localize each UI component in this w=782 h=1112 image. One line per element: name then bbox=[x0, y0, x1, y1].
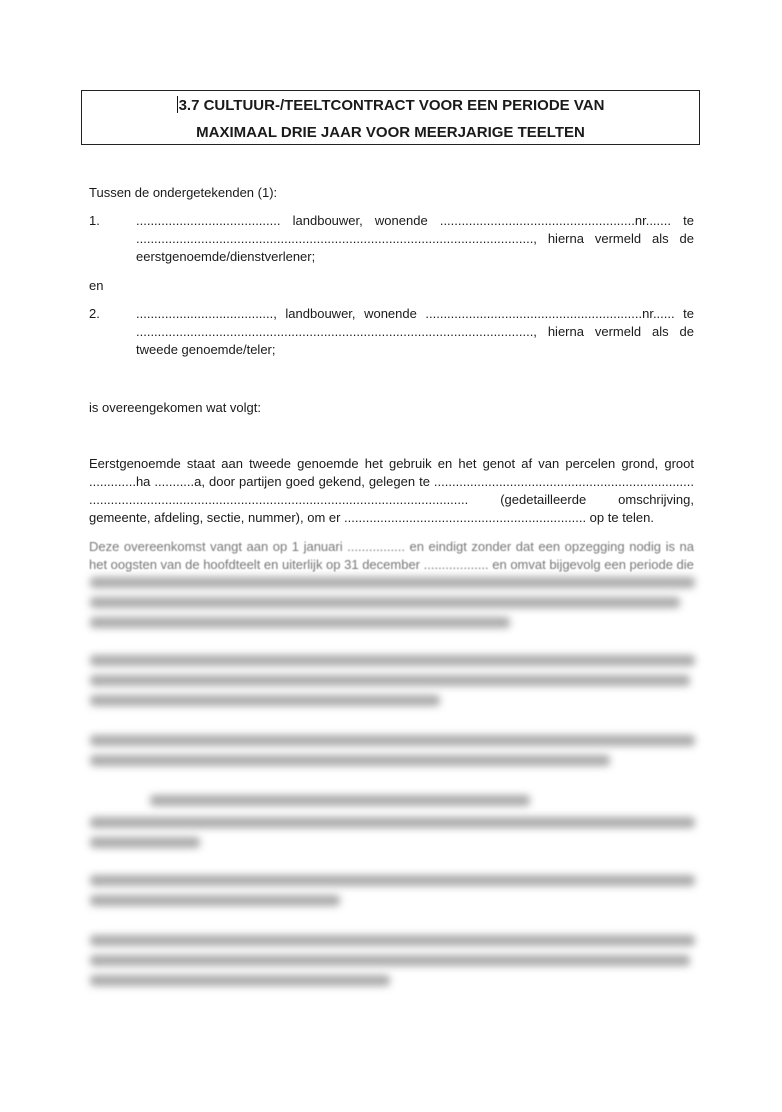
party-2-number: 2. bbox=[89, 306, 100, 321]
title-box bbox=[81, 90, 700, 145]
title-line-1 bbox=[82, 92, 699, 119]
blurred-content bbox=[60, 555, 720, 1015]
party-1-text: ........................................ landbouwer, wonende ......................................................nr....... te .............................................................................................................., hierna vermeld als de eerstgenoemde/dienstverlener; bbox=[136, 213, 694, 264]
blurred-line bbox=[90, 675, 690, 686]
intro-paragraph: Tussen de ondergetekenden (1): bbox=[89, 185, 278, 200]
blurred-line bbox=[90, 695, 440, 706]
article-1-paragraph: Eerstgenoemde staat aan tweede genoemde het gebruik en het genot af van percelen grond, groot .............ha ...........a, door partijen goed gekend, gelegen te ........................................................................ ......................................................................................................... (gedetailleerde omschrijving, gemeente, afdeling, sectie, nummer), om er ................................................................... op te telen. bbox=[89, 456, 694, 525]
blurred-line bbox=[90, 617, 510, 628]
blurred-line bbox=[90, 817, 695, 828]
party-1-number: 1. bbox=[89, 213, 100, 228]
blurred-line bbox=[90, 655, 695, 666]
text-cursor bbox=[177, 96, 178, 113]
blurred-line bbox=[90, 597, 680, 608]
blurred-line bbox=[90, 755, 610, 766]
title-line-1-text: 3.7 CULTUUR-/TEELTCONTRACT VOOR EEN PERIODE VAN bbox=[178, 97, 605, 114]
blurred-line bbox=[90, 975, 390, 986]
blurred-line bbox=[90, 935, 695, 946]
blurred-line bbox=[150, 795, 530, 806]
conjunction: en bbox=[89, 278, 104, 293]
article-2-paragraph: Deze overeenkomst vangt aan op 1 januari ................ en eindigt zonder dat een opzegging nodig is na het oogsten van de hoofdteelt en uiterlijk op 31 december .................. en omvat bijgevolg een periode die bbox=[89, 539, 694, 572]
title-line-2: MAXIMAAL DRIE JAAR VOOR MEERJARIGE TEELTEN bbox=[196, 124, 585, 141]
agreement-paragraph: is overeengekomen wat volgt: bbox=[89, 400, 261, 415]
blurred-line bbox=[90, 735, 695, 746]
blurred-line bbox=[90, 875, 695, 886]
blurred-line bbox=[90, 955, 690, 966]
blurred-line bbox=[90, 837, 200, 848]
party-1 bbox=[89, 212, 694, 266]
party-2 bbox=[89, 305, 694, 359]
party-2-text: ......................................, landbouwer, wonende ............................................................nr...... te .............................................................................................................., hierna vermeld als de tweede genoemde/teler; bbox=[136, 306, 694, 357]
blurred-line bbox=[90, 577, 695, 588]
blurred-line bbox=[90, 895, 340, 906]
